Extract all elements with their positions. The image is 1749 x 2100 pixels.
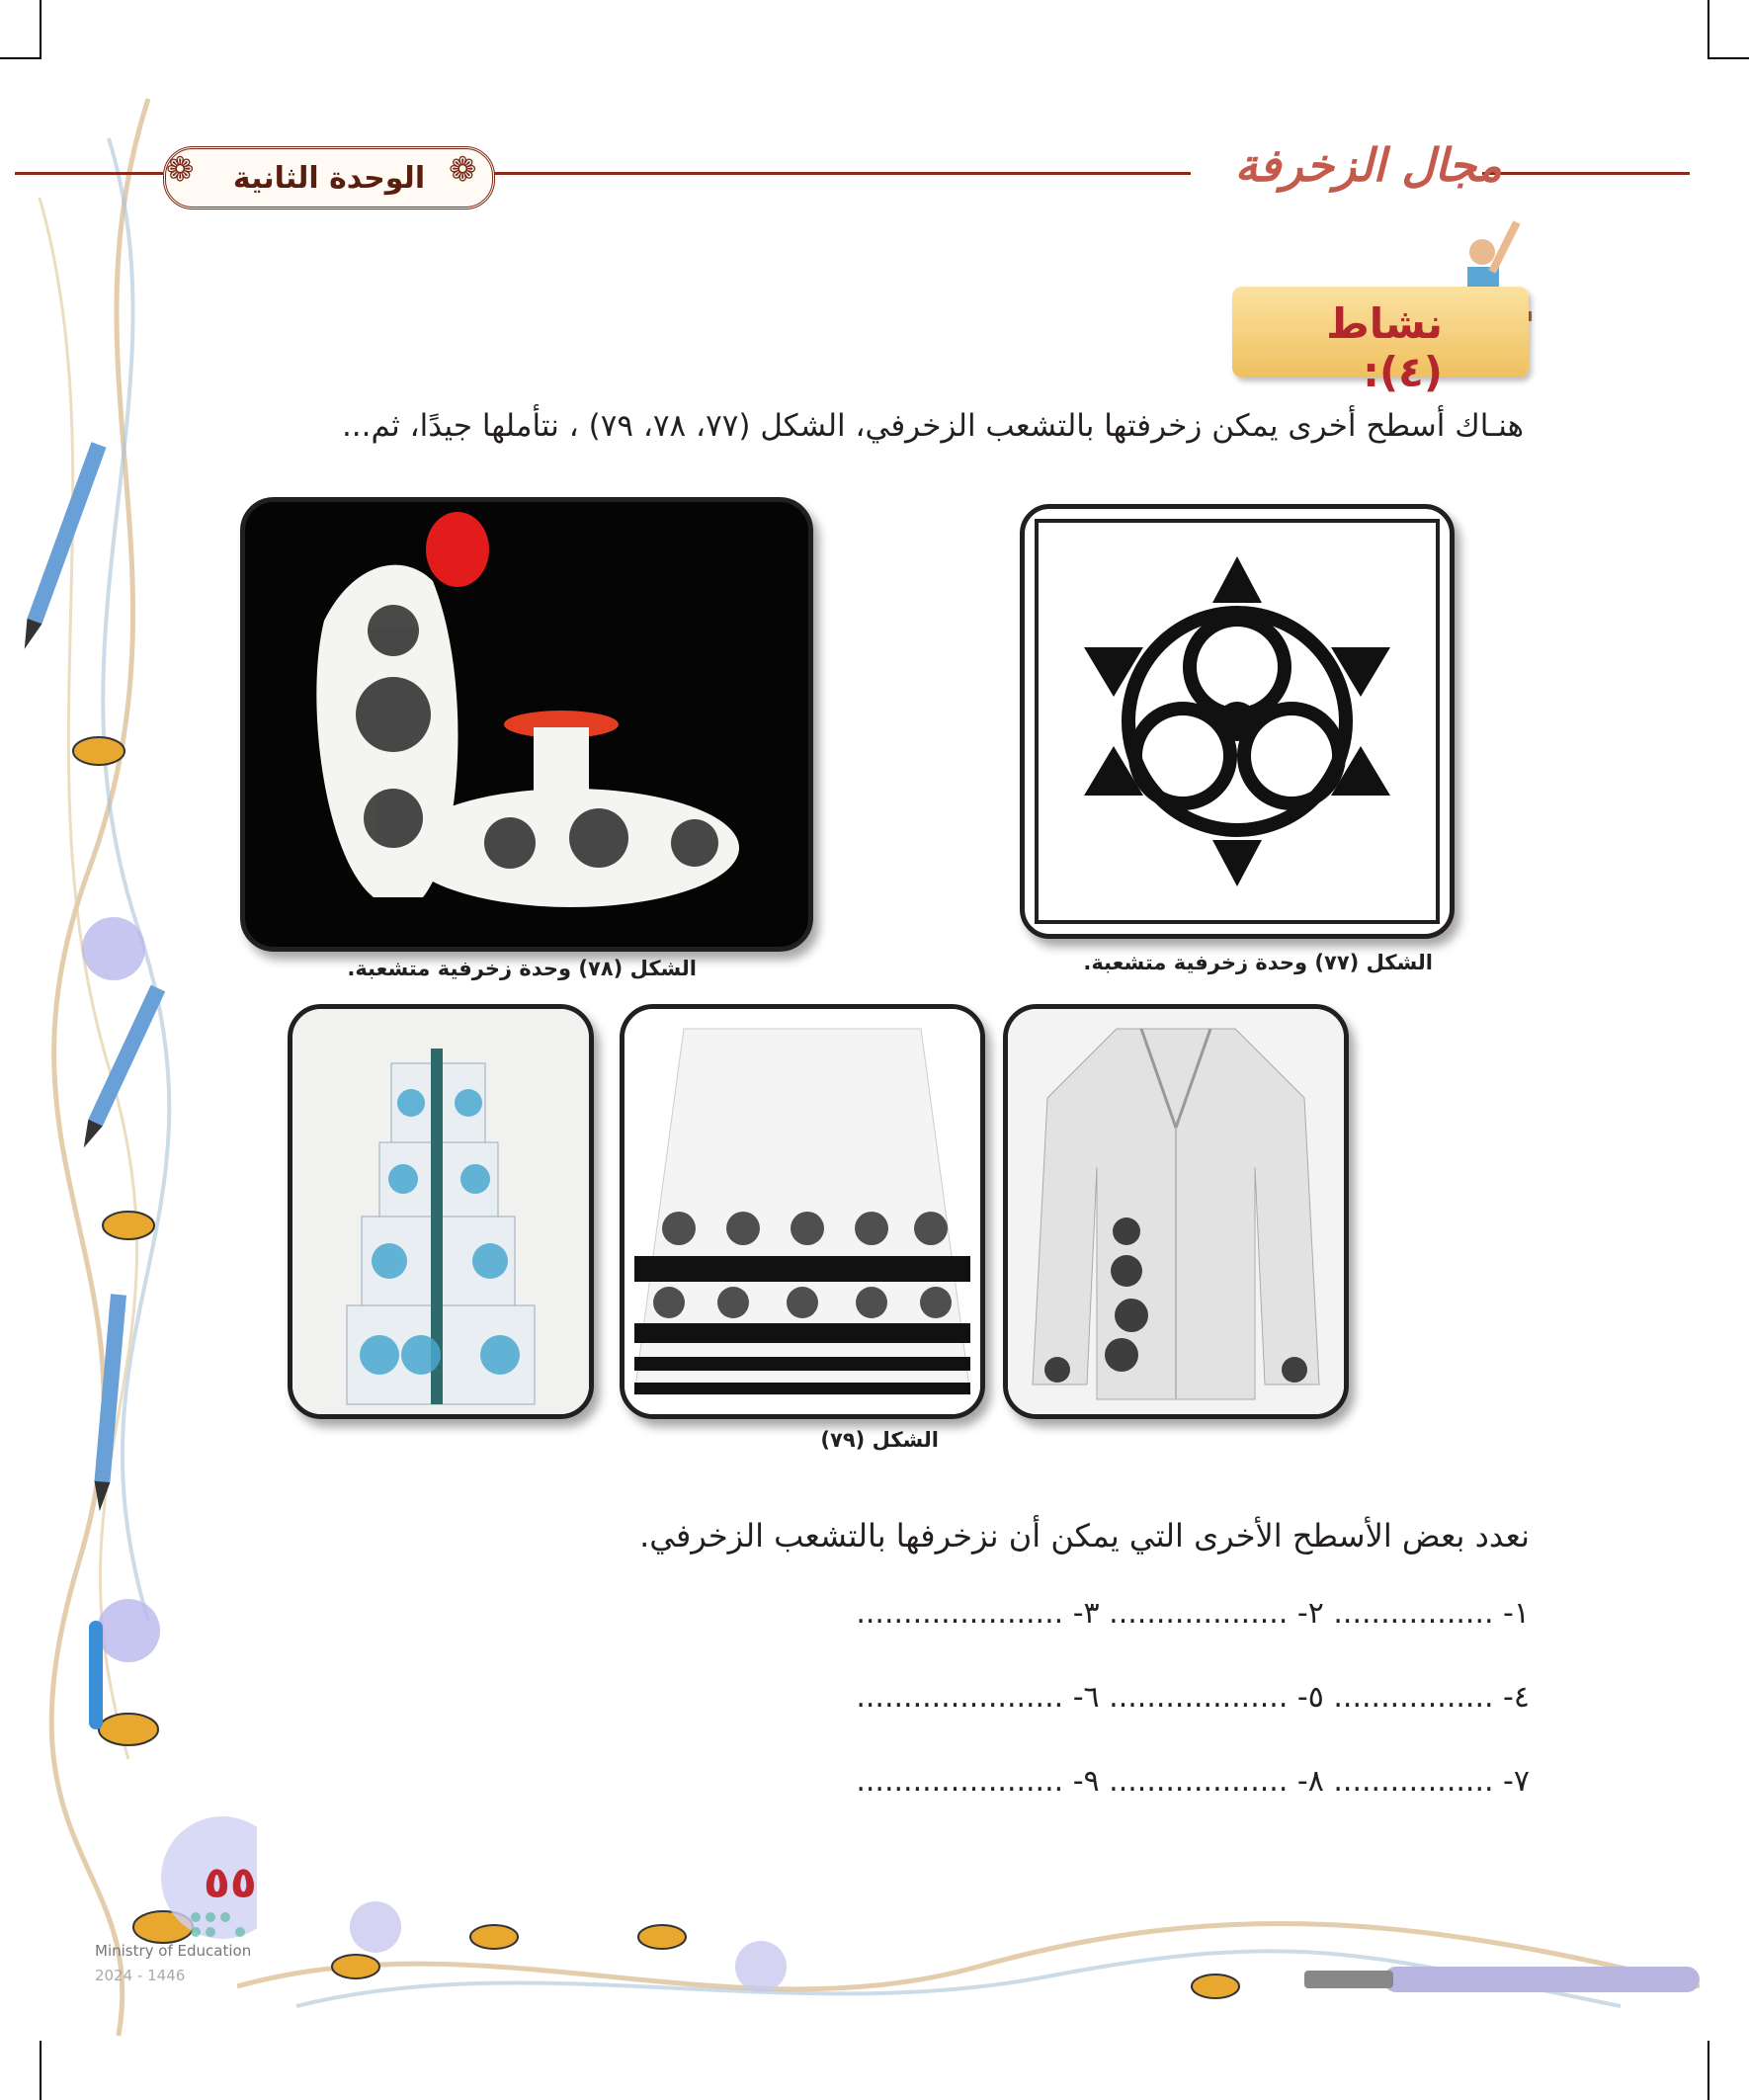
figure-78-caption: الشكل (٧٨) وحدة زخرفية متشعبة.	[347, 957, 697, 980]
gift-boxes-image	[292, 1009, 589, 1414]
crop-mark	[40, 0, 42, 59]
ornament-icon: ❁	[166, 150, 195, 190]
vases-image	[245, 502, 808, 947]
crop-mark	[0, 57, 40, 59]
figure-79-gift-boxes	[288, 1004, 594, 1419]
crop-mark	[1709, 57, 1749, 59]
intro-text: هنـاك أسطح أخرى يمكن زخرفتها بالتشعب الزخرفي، الشكل (٧٧، ٧٨، ٧٩) ، نتأملها جيدًا، ثم...	[341, 408, 1524, 444]
field-title: مجال الزخرفة	[1234, 138, 1502, 192]
skirt-image	[625, 1009, 980, 1414]
pencil-icon	[17, 442, 106, 651]
figure-77-ornament	[1020, 504, 1455, 939]
ministry-logo	[186, 1907, 275, 1947]
answer-row[interactable]: ١- ................. ٢- ................... ٣- ......................	[856, 1596, 1530, 1631]
header-rule	[489, 172, 1191, 175]
bottom-border-decoration	[237, 1897, 1739, 2036]
figure-79-shirt	[1003, 1004, 1349, 1419]
ministry-label: Ministry of Education	[95, 1942, 252, 1960]
year-label: 2024 - 1446	[95, 1967, 186, 1984]
header-rule	[15, 172, 163, 175]
butterfly-icon	[73, 737, 125, 765]
figure-79-skirt	[620, 1004, 985, 1419]
answer-row[interactable]: ٧- ................. ٨- ................... ٩- ......................	[856, 1764, 1530, 1799]
ornament-icon: ❁	[449, 150, 477, 190]
unit-label-frame	[163, 146, 495, 210]
answer-row[interactable]: ٤- ................. ٥- ................... ٦- ......................	[856, 1680, 1530, 1715]
pencil-icon	[77, 985, 166, 1151]
butterfly-icon	[99, 1714, 158, 1745]
header-rule	[1482, 172, 1690, 175]
figure-77-caption: الشكل (٧٧) وحدة زخرفية متشعبة.	[1083, 951, 1433, 974]
unit-label: الوحدة الثانية	[232, 160, 426, 196]
figure-79-caption: الشكل (٧٩)	[820, 1428, 939, 1452]
ornament-unit-image	[1025, 509, 1450, 934]
blue-stroke-decoration	[89, 1621, 103, 1729]
flower-icon	[97, 1599, 160, 1662]
figure-78-vases	[240, 497, 813, 952]
question-text: نعدد بعض الأسطح الأخرى التي يمكن أن نزخرفها بالتشعب الزخرفي.	[639, 1517, 1530, 1554]
page-number: ٥٥	[204, 1858, 257, 1908]
floral-border-decoration	[0, 79, 257, 2085]
flower-icon	[82, 917, 145, 980]
activity-label: نشاط (٤):	[1326, 299, 1443, 396]
crop-mark	[1707, 2041, 1709, 2100]
crop-mark	[1707, 0, 1709, 59]
shirt-image	[1008, 1009, 1344, 1414]
butterfly-icon	[103, 1212, 154, 1239]
